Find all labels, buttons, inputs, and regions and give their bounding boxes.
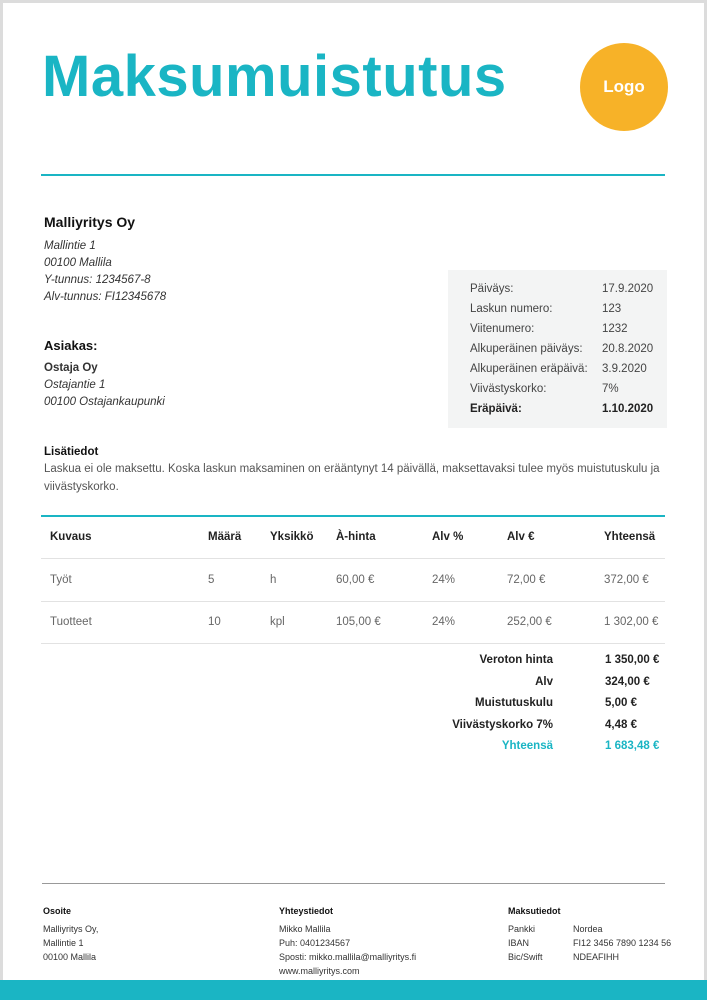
company-address-street: Mallintie 1 <box>44 240 96 252</box>
company-business-id: Y-tunnus: 1234567-8 <box>44 274 151 286</box>
info-value: 20.8.2020 <box>602 343 654 355</box>
payment-label: IBAN <box>508 938 530 948</box>
payment-value: FI12 3456 7890 1234 56 <box>573 938 672 948</box>
table-cell: 24% <box>432 616 456 628</box>
total-row-vat <box>300 676 667 698</box>
info-row-original-date <box>470 339 667 359</box>
payment-label: Pankki <box>508 924 536 934</box>
total-label: Veroton hinta <box>479 654 553 666</box>
total-value: 5,00 € <box>605 697 637 709</box>
total-row-late-interest <box>300 719 667 741</box>
info-row-due-date <box>470 399 667 419</box>
additional-info <box>44 446 668 496</box>
totals-block <box>300 654 667 762</box>
column-header: Alv % <box>432 531 464 543</box>
table-cell: 24% <box>432 574 456 586</box>
payment-row <box>508 950 671 964</box>
info-row-interest-rate <box>470 379 667 399</box>
company-name: Malliyritys Oy <box>44 214 136 230</box>
info-row-invoice-number <box>470 299 667 319</box>
info-value: 1.10.2020 <box>602 403 654 415</box>
footer-line: 00100 Mallila <box>43 952 97 962</box>
total-label: Muistutuskulu <box>475 697 553 709</box>
footer-heading: Maksutiedot <box>508 906 561 916</box>
info-label: Laskun numero: <box>470 303 553 315</box>
info-value: 1232 <box>602 323 628 335</box>
info-label: Viivästyskorko: <box>470 383 547 395</box>
company-details <box>44 214 344 306</box>
info-row-original-due-date <box>470 359 667 379</box>
info-value: 123 <box>602 303 622 315</box>
table-cell: 372,00 € <box>604 574 649 586</box>
payment-value: NDEAFIHH <box>573 952 620 962</box>
total-value: 4,48 € <box>605 718 637 731</box>
customer-name: Ostaja Oy <box>44 362 98 374</box>
footer-heading: Yhteystiedot <box>279 906 334 916</box>
column-header: Kuvaus <box>50 531 92 543</box>
table-header <box>41 517 665 559</box>
customer-address-city: 00100 Ostajankaupunki <box>44 396 165 408</box>
header-divider <box>41 174 665 176</box>
column-header: Määrä <box>208 531 242 543</box>
company-address-city: 00100 Mallila <box>44 257 112 269</box>
invoice-info-box <box>448 270 667 428</box>
info-row-reference <box>470 319 667 339</box>
company-logo: Logo <box>580 43 668 131</box>
footer-line: Mikko Mallila <box>279 924 331 934</box>
table-cell: 10 <box>208 616 221 628</box>
customer-address-street: Ostajantie 1 <box>44 379 106 391</box>
footer-heading: Osoite <box>43 906 72 916</box>
info-value: 17.9.2020 <box>602 283 654 295</box>
table-cell: 60,00 € <box>336 574 375 586</box>
additional-info-label: Lisätiedot <box>44 446 99 458</box>
footer-address <box>43 904 98 964</box>
customer-details <box>44 338 344 411</box>
info-value: 7% <box>602 383 619 395</box>
footer-divider <box>42 883 665 884</box>
table-cell: 5 <box>208 574 215 586</box>
total-value: 324,00 € <box>605 675 650 688</box>
column-header: Yksikkö <box>270 531 314 543</box>
table-cell: 72,00 € <box>507 574 546 586</box>
total-row-grand-total <box>300 740 667 762</box>
info-label: Eräpäivä: <box>470 403 522 415</box>
column-header: À-hinta <box>336 531 376 543</box>
footer-accent-bar <box>0 980 707 1000</box>
total-row-net <box>300 654 667 676</box>
column-header: Yhteensä <box>604 531 656 543</box>
table-cell: 252,00 € <box>507 616 552 628</box>
total-row-reminder-fee <box>300 697 667 719</box>
payment-value: Nordea <box>573 924 603 934</box>
table-cell: 105,00 € <box>336 616 381 628</box>
info-label: Alkuperäinen eräpäivä: <box>470 363 588 375</box>
info-value: 3.9.2020 <box>602 363 647 375</box>
column-header: Alv € <box>507 531 535 543</box>
table-cell: Työt <box>50 574 72 586</box>
footer-payment <box>508 904 671 964</box>
company-vat-id: Alv-tunnus: FI12345678 <box>44 291 167 303</box>
total-label: Viivästyskorko 7% <box>452 718 553 731</box>
payment-row <box>508 936 671 950</box>
additional-info-text: Laskua ei ole maksettu. Koska laskun maksaminen on erääntynyt 14 päivällä, maksettavaksi tulee myös muistutuskulu ja viivästyskorko. <box>44 463 660 493</box>
footer-line: Puh: 0401234567 <box>279 938 351 948</box>
info-label: Päiväys: <box>470 283 514 295</box>
info-row-date <box>470 279 667 299</box>
table-cell: kpl <box>270 616 285 628</box>
payment-label: Bic/Swift <box>508 952 543 962</box>
total-label: Yhteensä <box>501 740 553 752</box>
info-label: Viitenumero: <box>470 323 535 335</box>
footer-website[interactable]: www.malliyritys.com <box>279 966 360 976</box>
table-row <box>41 560 665 602</box>
table-cell: h <box>270 574 277 586</box>
table-cell: 1 302,00 € <box>604 616 659 628</box>
footer-contact <box>279 904 416 978</box>
footer-line: Malliyritys Oy, <box>43 924 99 934</box>
document-title: Maksumuistutus <box>42 44 507 109</box>
total-value: 1 350,00 € <box>605 654 660 666</box>
customer-label: Asiakas: <box>44 338 98 353</box>
total-label: Alv <box>535 675 553 688</box>
table-cell: Tuotteet <box>50 616 92 628</box>
total-value: 1 683,48 € <box>605 740 660 752</box>
footer-email[interactable]: Sposti: mikko.mallila@malliyritys.fi <box>279 952 417 962</box>
payment-row <box>508 922 671 936</box>
info-label: Alkuperäinen päiväys: <box>470 343 583 355</box>
table-row <box>41 602 665 644</box>
footer-line: Mallintie 1 <box>43 938 84 948</box>
